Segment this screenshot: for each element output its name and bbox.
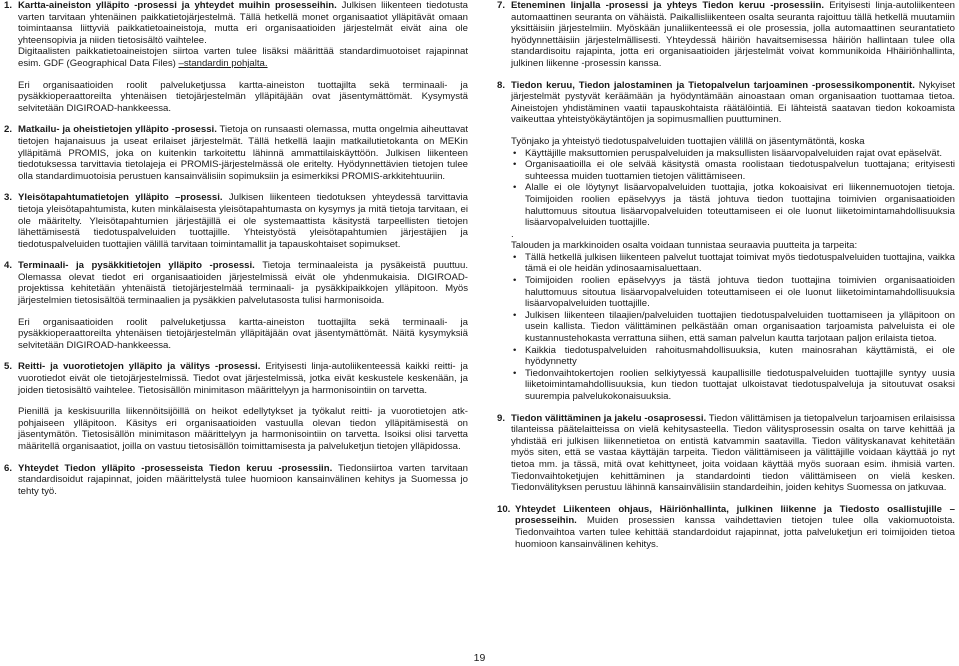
section-9 bbox=[497, 413, 955, 494]
section-4-body bbox=[18, 260, 468, 306]
section-text: Nykyiset järjestelmät pystyvät keräämään ja hyödyntämään ainoastaan oman organisaation tuottamaa tietoa. Aineistojen yhdistäminen vaatii tapauskohtaista räätälöintiä. Ei lähteistä saatavan tiedon kokoamista vaikeuttaa yhteistyökäytäntöjen ja sopimusmallien puuttuminen. bbox=[511, 79, 955, 126]
section-6-heading bbox=[4, 463, 468, 498]
section-7 bbox=[497, 0, 955, 70]
section-7-body bbox=[511, 0, 955, 70]
section-2-body bbox=[18, 124, 468, 182]
paragraph: Talouden ja markkinoiden osalta voidaan tunnistaa seuraavia puutteita ja tarpeita: bbox=[511, 240, 858, 252]
section-text: Erityisesti linja-autoliikenteen automaattinen seuranta on vähäistä. Paikallisliikenteen osalta seuranta rajoittuu tällä hetkellä muutamiin yksittäisiin järjestelmiin. Myöskään junaliikenteessä ei ole prosessia, jolla automaattinen seurantatieto hyödynnettäisiin järjestelmällisesti. Yhteydessä häiriön havaitsemisessa häiriön hallintaan tulee olla standardisoitu rajapinta, jotta eri organisaatioiden järjestelmät voivat kommunikoida Hhäiriönhallinta, julkinen liikenne -prosessin kanssa. bbox=[511, 0, 955, 69]
paragraph: Työnjako ja yhteistyö tiedotuspalveluiden tuottajien välillä on jäsentymätöntä, koska bbox=[511, 135, 865, 147]
right-column bbox=[497, 0, 955, 560]
section-8-body bbox=[511, 80, 955, 126]
section-2 bbox=[4, 124, 468, 182]
section-text: Julkisen liikenteen tiedotusta varten tarvitaan yhtenäinen paikkatietojärjestelmä. Tällä hetkellä monet organisaatiot ylläpitävät omaan toimintaansa liittyviä paikkatietoaineistoja, mutta eri organisaatioiden järjestelmät eivät aina ole yhteensopivia ja niiden tietosisältö vaihtelee. bbox=[18, 0, 469, 46]
left-column bbox=[4, 0, 468, 507]
paragraph: . bbox=[511, 228, 514, 240]
section-text: Julkisen liikenteen tiedotuksen yhteydessä tarvittavia tietoja yleisötapahtumista, kuten minkälaisesta yleisötapahtumasta on kysymys ja mitä tietoja tarvitaan, ei ole määritelty. Yleisötapahtumien järjestäjillä ei ole systemaattista käsitystä tarpeellisten tietojen lähettämisestä tiedotuspalveluiden tuottajille. Yhteistyöstä yleisötapahtumien järjestäjien ja tiedotuspalveluiden tuottajien välillä tarvitaan toimintamallit ja tapauskohtaiset sopimukset. bbox=[18, 192, 468, 250]
bullet-list bbox=[497, 148, 955, 229]
section-2-heading bbox=[4, 124, 468, 182]
section-title: Kartta-aineiston ylläpito -prosessi ja yhteydet muihin prosesseihin. bbox=[18, 0, 337, 11]
bullet-list bbox=[497, 252, 955, 403]
section-3-heading bbox=[4, 192, 468, 250]
section-8 bbox=[497, 80, 955, 403]
section-number: 4. bbox=[4, 260, 13, 272]
paragraph: Pienillä ja keskisuurilla liikennöitsijöillä on heikot edellytykset ja työkalut reitti- ja vuorotietojen atk-pohjaiseen ylläpitoon. Käsitys eri organisaatioiden vastuulla olevan tiedon ylläpitämisestä on jäsentymätön. Tietosisällön minimitason määrittelyyn ja harmonisointiin on tarvetta. Isoiksi olisi tarvetta määritellä organisaatiot, joilla on vastuu tietosisällön toimittamisesta ja palveluketjun tietojen ylläpidossa. bbox=[18, 406, 468, 452]
list-item: • Organisaatioilla ei ole selvää käsitystä omasta roolistaan tiedotuspalvelun tuottajana; erityisesti suhteessa muiden tuottamien tietojen välittämiseen. bbox=[511, 159, 955, 182]
paragraph: Eri organisaatioiden roolit palveluketjussa kartta-aineiston tuottajilta sekä terminaali- ja pysäkkioperaattoreilta yhtenäisen tietojärjestelmän ylläpitäjään ovat jäsentymättömät. Näitä kysymyksiä selvitetään DIGIROAD-hankkeessa. bbox=[18, 316, 468, 351]
paragraph bbox=[4, 46, 468, 69]
paragraph-text: Digitaalisten paikkatietoaineistojen siirtoa varten tulee lisäksi määrittää standardimuotoiset rajapinnat esim. GDF (Geographical Data Files) bbox=[18, 46, 468, 69]
section-10 bbox=[497, 504, 955, 550]
section-title: Terminaali- ja pysäkkitietojen ylläpito -prosessi. bbox=[18, 260, 255, 272]
underlined-text: –standardin pohjalta. bbox=[178, 57, 268, 69]
section-4 bbox=[4, 260, 468, 351]
section-5-body bbox=[18, 361, 468, 396]
section-number: 2. bbox=[4, 124, 13, 136]
section-number: 6. bbox=[4, 462, 13, 474]
list-item: • Julkisen liikenteen tilaajien/palveluiden tuottajien tiedotuspalveluiden tuottamiseen ja ylläpitoon on usein kallista. Tiedon välittäminen pelkästään oman organisaation tarjoamista palveluista ei ole kustannustehokasta verrattuna siihen, että saman palvelun kautta tarjotaan paljon erilaista tietoa. bbox=[511, 310, 955, 345]
section-text: Tietoja terminaaleista ja pysäkeistä puuttuu. Olemassa olevat tiedot eri organisaatioiden järjestelmissä eivät ole yhdenmukaisia. DIGIROAD-projektissa kehitetään yhtenäistä tietojärjestelmää terminaali- ja pysäkkipaikkojen ylläpitoon. Myös järjestelmien tietosisältöä terminaalien ja pysäkkien palvelutasosta tulisi harmonisoida. bbox=[18, 260, 468, 307]
section-title: Reitti- ja vuorotietojen ylläpito ja välitys -prosessi. bbox=[18, 361, 261, 373]
section-title: Tiedon välittäminen ja jakelu -osaprosessi. bbox=[511, 412, 707, 424]
list-item: • Käyttäjille maksuttomien peruspalveluiden ja maksullisten lisäarvopalveluiden rajat ovat epäselvät. bbox=[511, 148, 955, 160]
section-3 bbox=[4, 192, 468, 250]
section-text: Tiedonsiirtoa varten tarvitaan standardisoidut rajapinnat, joiden määrittelystä tulee huomioon kansainvälinen kehitys ja Suomessa jo tehty työ. bbox=[18, 462, 468, 497]
section-number: 9. bbox=[497, 412, 506, 424]
section-7-heading bbox=[497, 0, 955, 70]
section-number: 3. bbox=[4, 192, 13, 204]
section-number: 1. bbox=[4, 0, 13, 11]
section-number: 7. bbox=[497, 0, 506, 11]
section-9-heading bbox=[497, 413, 955, 494]
section-6-body bbox=[18, 463, 468, 498]
list-item: • Kaikkia tiedotuspalveluiden rahoitusmahdollisuuksia, kuten mainosrahan käyttämistä, ei ole hyödynnetty bbox=[511, 345, 955, 368]
section-5-heading bbox=[4, 361, 468, 396]
list-item: • Alalle ei ole löytynyt lisäarvopalveluiden tuottajia, jotka kokoaisivat eri liikennemuotojen tietoja. Toimijoiden roolien epäselvyys ja tästä johtuva tiedon tuottajina toimivien organisaatioiden haluttomuus sitoutua lisäarvopalveluiden toteuttamiseen ei ole luonut liiketoimintamahdollisuuksia lisäarvopalveluiden tuottajille. bbox=[511, 182, 955, 228]
section-number: 5. bbox=[4, 361, 13, 373]
section-title: Yhteydet Tiedon ylläpito -prosesseista Tiedon keruu -prosessiin. bbox=[18, 462, 333, 474]
list-item: • Tällä hetkellä julkisen liikenteen palvelut tuottajat toimivat myös tiedotuspalveluiden tuottajina, vaikka tämä ei ole heidän ydinosaamisaluettaan. bbox=[511, 252, 955, 275]
page-number: 19 bbox=[473, 652, 486, 664]
section-1-body bbox=[18, 0, 468, 46]
section-title: Matkailu- ja oheistietojen ylläpito -prosessi. bbox=[18, 124, 217, 136]
section-title: Tiedon keruu, Tiedon jalostaminen ja Tietopalvelun tarjoaminen -prosessikomponentit. bbox=[511, 79, 915, 91]
list-item: • Toimijoiden roolien epäselvyys ja tästä johtuva tiedon tuottajina toimivien organisaatioiden haluttomuus sitoutua lisäarvopalveluiden toteuttamiseen ei ole luonut liiketoimintamahdollisuuksia lisäarvopalveluiden tuottajille. bbox=[511, 275, 955, 310]
section-9-body bbox=[511, 413, 955, 494]
section-6 bbox=[4, 463, 468, 498]
section-title: Yleisötapahtumatietojen ylläpito –prosessi. bbox=[18, 192, 223, 204]
section-10-heading bbox=[497, 504, 955, 550]
section-text: Muiden prosessien kanssa vaihdettavien tietojen tulee olla vakiomuotoista. Tiedonvaihtoa varten tulee kehittää standardoidut rajapinnat, jotta palveluketjun eri toimijoiden tietoa huomioon kansainvälinen kehitys. bbox=[515, 515, 955, 550]
section-title: Yhteydet Liikenteen ohjaus, Häiriönhallinta, julkinen liikenne ja Tiedosto osallistujille – prosesseihin. bbox=[515, 503, 955, 527]
paragraph: Eri organisaatioiden roolit palveluketjussa kartta-aineiston tuottajilta sekä terminaali- ja pysäkkioperaattoreilta yhtenäisen tietojärjestelmän ylläpitäjään ovat jäsentymättömät. Kysymystä selvitetään DIGIROAD-hankkeessa. bbox=[18, 79, 468, 114]
section-text: Tietoja on runsaasti olemassa, mutta ongelmia aiheuttavat tietojen hajanaisuus ja useat erilaiset järjestelmät. Tällä hetkellä laajin matkailutietokanta on MEKin ylläpitämä PROMIS, joka on kuitenkin tarkoitettu lähinnä ammattilaiskäyttöön. Julkisen liikenteen tiedotuksessa tarvittavia tietolajeja ei PROMIS-järjestelmässä ole eritelty. Hyödynnettävien tietojen tulee olla standardimuotoisia perustuen kansainvälisiin sopimuksiin ja esimerkiksi PROMIS-arkkitehtuuriin. bbox=[18, 124, 468, 182]
section-1-heading bbox=[4, 0, 468, 46]
section-number: 8. bbox=[497, 79, 506, 91]
section-8-heading bbox=[497, 80, 955, 126]
section-5 bbox=[4, 361, 468, 452]
list-item: • Tiedonvaihtokertojen roolien selkiytyessä kaupallisille tiedotuspalveluiden tuottajille syntyy uusia liiketoimintamahdollisuuksia, kun tiedon tuottajat ulkoistavat tiedotuspalveluja ja sitoutuvat osaksi suurempia palvelukokonaisuuksia. bbox=[511, 368, 955, 403]
section-10-body bbox=[515, 504, 955, 550]
section-title: Eteneminen linjalla -prosessi ja yhteys Tiedon keruu -prosessiin. bbox=[511, 0, 825, 11]
section-text: Erityisesti linja-autoliikenteessä kaikki reitti- ja vuorotiedot eivät ole tietojärjestelmissä. Tiedot ovat järjestelmissä, jotka eivät keskustele keskenään, ja joiden tietosisältö vaihtelee. Tietosisällön minimitason määrittelyyn ja harmonisointiin on tarvetta. bbox=[18, 361, 468, 396]
section-text: Tiedon välittämisen ja tietopalvelun tarjoamisen erilaisissa tilanteissa päätelaitteissa on vielä kehitysasteella. Tiedon välitysprosessin osalta on tarve kehittää ja yhdistää eri julkisen liikennetietoa on entistä katvammin saatavilla. Tiedon välityskanavat kehitetään myös siten, että se vastaa käyttäjän tarpeita. Tiedon välittämiseen ja välittäjille voidaan käyttää jo nyt tietoa mm. ja tässä, mitä ovat kehittyneet, joita voidaan käyttää myös suoraan esim. ihmisiä varten. Tiedonvaihtoketjujen kehittäminen ja standardointi tiedon välittämiseen on vielä kesken. Tiedonvälityksen perustuu lähinnä kansainvälisiin standardeihin, joiden kehitys Suomessa on jatkuvaa. bbox=[511, 412, 956, 494]
section-3-body bbox=[18, 192, 468, 250]
section-4-heading bbox=[4, 260, 468, 306]
section-number: 10. bbox=[497, 503, 511, 515]
section-1 bbox=[4, 0, 468, 114]
